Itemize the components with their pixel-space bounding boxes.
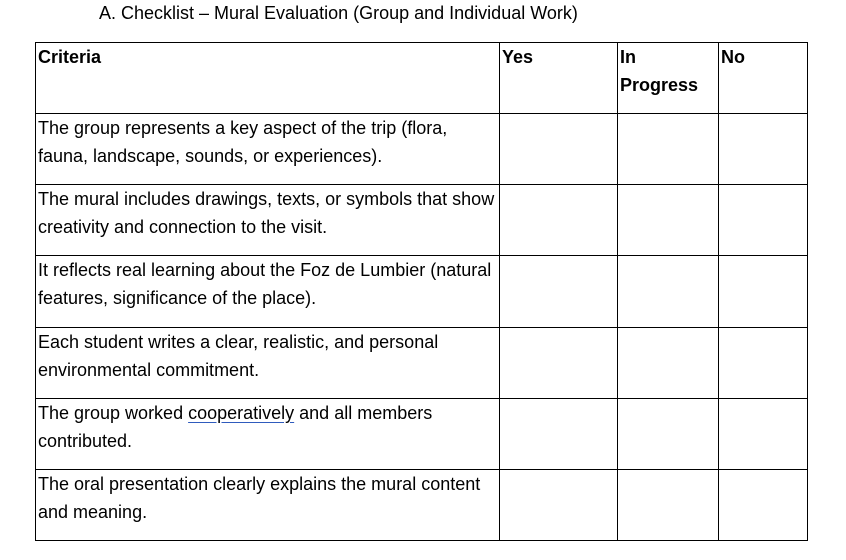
- header-yes: Yes: [500, 43, 618, 114]
- no-cell[interactable]: [719, 328, 808, 399]
- criteria-cell: [36, 399, 500, 470]
- cooperatively-link[interactable]: cooperatively: [188, 403, 295, 423]
- checklist-table: [35, 42, 808, 541]
- yes-cell[interactable]: [500, 470, 618, 541]
- table-row: [36, 470, 808, 541]
- table-row: [36, 185, 808, 256]
- in-progress-cell[interactable]: [618, 185, 719, 256]
- header-in-progress: In Progress: [618, 43, 719, 114]
- criteria-text-after: and all members contributed.: [38, 403, 433, 451]
- yes-cell[interactable]: [500, 185, 618, 256]
- header-no: No: [719, 43, 808, 114]
- criteria-cell: The oral presentation clearly explains the mural content and meaning.: [36, 470, 500, 541]
- table-row: [36, 256, 808, 328]
- no-cell[interactable]: [719, 470, 808, 541]
- no-cell[interactable]: [719, 256, 808, 328]
- in-progress-cell[interactable]: [618, 114, 719, 185]
- table-row: [36, 328, 808, 399]
- yes-cell[interactable]: [500, 256, 618, 328]
- criteria-cell: It reflects real learning about the Foz de Lumbier (natural features, significance of the place).: [36, 256, 500, 328]
- yes-cell[interactable]: [500, 399, 618, 470]
- yes-cell[interactable]: [500, 114, 618, 185]
- in-progress-cell[interactable]: [618, 328, 719, 399]
- checklist-heading: A. Checklist – Mural Evaluation (Group and Individual Work): [99, 3, 578, 23]
- no-cell[interactable]: [719, 114, 808, 185]
- criteria-cell: Each student writes a clear, realistic, and personal environmental commitment.: [36, 328, 500, 399]
- table-row: [36, 399, 808, 470]
- in-progress-cell[interactable]: [618, 399, 719, 470]
- criteria-cell: The group represents a key aspect of the trip (flora, fauna, landscape, sounds, or experiences).: [36, 114, 500, 185]
- criteria-text-before: The group worked: [38, 403, 189, 423]
- yes-cell[interactable]: [500, 328, 618, 399]
- table-row: [36, 114, 808, 185]
- in-progress-cell[interactable]: [618, 256, 719, 328]
- table-header-row: [36, 43, 808, 114]
- criteria-cell: The mural includes drawings, texts, or symbols that show creativity and connection to the visit.: [36, 185, 500, 256]
- no-cell[interactable]: [719, 399, 808, 470]
- header-criteria: Criteria: [36, 43, 500, 114]
- no-cell[interactable]: [719, 185, 808, 256]
- in-progress-cell[interactable]: [618, 470, 719, 541]
